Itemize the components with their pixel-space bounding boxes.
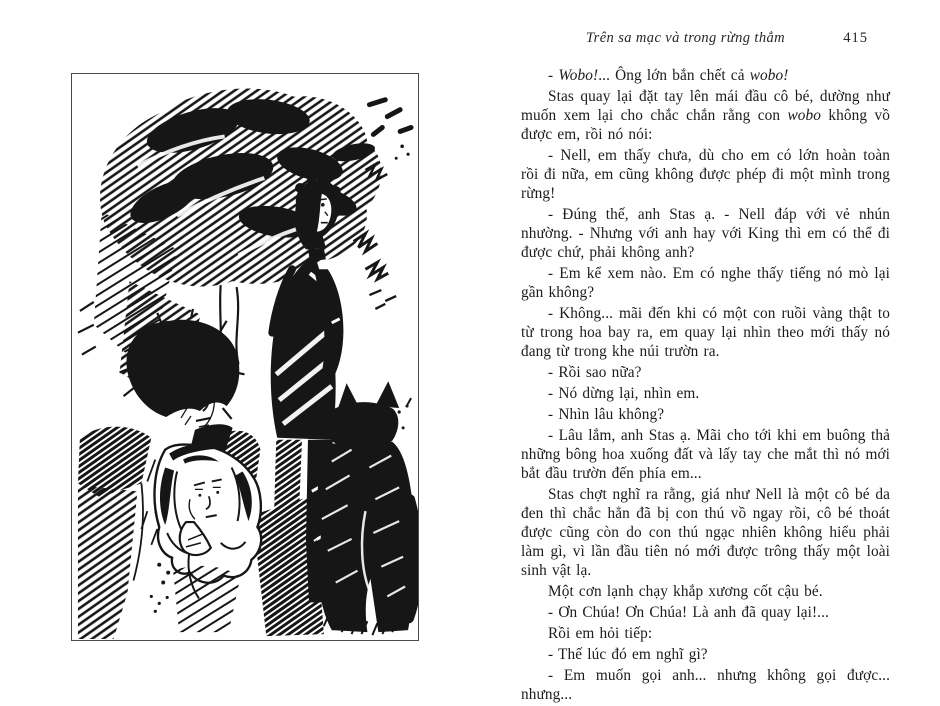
running-header	[521, 30, 890, 50]
paragraph: - Em kể xem nào. Em có nghe thấy tiếng nó mò lại gần không?	[521, 265, 890, 301]
paragraph: - Wobo!... Ông lớn bắn chết cả wobo!	[548, 67, 789, 84]
hatch-scribbles	[354, 234, 412, 407]
paragraph: - Ơn Chúa! Ơn Chúa! Là anh đã quay lại!...	[548, 604, 829, 621]
paragraph: - Thế lúc đó em nghĩ gì?	[548, 646, 708, 663]
illustration-plate	[71, 73, 419, 641]
paragraph: - Nell, em thấy chưa, dù cho em có lớn hoàn toàn rồi đi nữa, em cũng không được phép đi một mình trong rừng!	[521, 147, 890, 202]
paragraph: Stas quay lại đặt tay lên mái đầu cô bé, dường như muốn xem lại cho chắc chắn rằng con wobo không vồ được em, rồi nó nói:	[521, 88, 890, 143]
paragraph: Rồi em hỏi tiếp:	[548, 625, 653, 642]
background-shadow-hatch	[252, 495, 323, 636]
running-title: Trên sa mạc và trong rừng thẳm	[585, 30, 785, 46]
paragraph: - Nó dừng lại, nhìn em.	[548, 385, 700, 402]
paragraph: - Đúng thế, anh Stas ạ. - Nell đáp với vẻ nhún nhường. - Nhưng với anh hay với King thì em có thể đi được chứ, phải không anh?	[521, 206, 890, 261]
paragraph: - Không... mãi đến khi có một con ruồi vàng thật to từ trong hoa bay ra, em quay lại nhìn theo mới thấy nó đang từ trong khe núi trườn ra.	[521, 305, 890, 360]
paragraph: - Em muốn gọi anh... nhưng không gọi được... nhưng...	[521, 667, 890, 703]
paragraph: - Nhìn lâu không?	[548, 406, 665, 423]
paragraph: - Lâu lắm, anh Stas ạ. Mãi cho tới khi em buông thả những bông hoa xuống đất và lấy tay che mắt thì nó mới bắt đầu trườn đến phía em...	[521, 427, 890, 482]
paragraph: Một cơn lạnh chạy khắp xương cốt cậu bé.	[548, 583, 823, 600]
body-text-column	[521, 66, 890, 706]
wobo-animal-figure	[317, 381, 418, 635]
page-number: 415	[843, 30, 868, 46]
paragraph: Stas chợt nghĩ ra rằng, giá như Nell là một cô bé da đen thì chắc hẳn đã bị con thú vồ ngay rồi, cô bé thoát được cũng còn do con thú ngạc nhiên không hiểu phải làm gì, vì lần đầu tiên nó mới được trông thấy một loài sinh vật lạ.	[521, 486, 890, 579]
nell-figure	[154, 445, 261, 633]
paragraph: - Rồi sao nữa?	[548, 364, 642, 381]
illustration-drawing	[72, 74, 418, 640]
